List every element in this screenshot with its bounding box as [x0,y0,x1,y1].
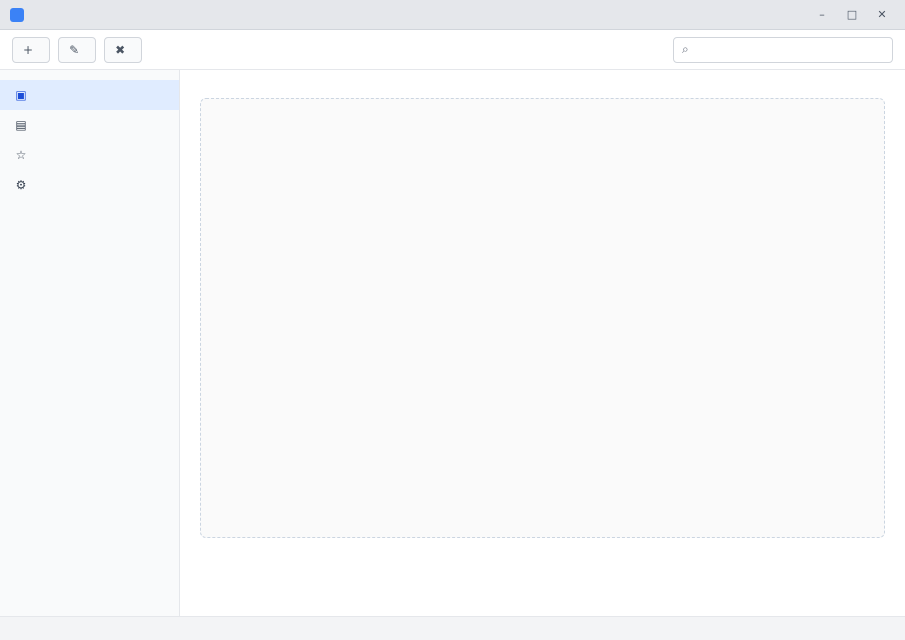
main-panel [180,70,905,616]
window-controls [809,5,895,25]
plus-icon: + [23,42,34,57]
document-icon: ▤ [15,118,27,132]
search-box[interactable] [673,37,893,63]
content-placeholder [200,98,885,538]
maximize-button[interactable] [839,5,865,25]
content-area [0,70,905,616]
minimize-button[interactable] [809,5,835,25]
toolbar-button-3[interactable] [104,37,142,63]
title-bar[interactable] [0,0,905,30]
toolbar-button-1[interactable] [12,37,50,63]
star-icon: ☆ [15,148,27,162]
sidebar [0,70,180,616]
sidebar-item-1[interactable] [0,80,179,110]
app-icon [10,8,24,22]
folder-icon: ▣ [15,88,27,102]
toolbar-button-2[interactable] [58,37,96,63]
toolbar [0,30,905,70]
search-icon: ⌕ [682,42,689,56]
sidebar-item-3[interactable] [0,140,179,170]
search-input[interactable] [695,43,884,57]
close-icon: ✕ [877,8,887,21]
maximize-icon: □ [846,8,858,21]
sidebar-item-4[interactable] [0,170,179,200]
sidebar-item-2[interactable] [0,110,179,140]
gear-icon: ⚙ [15,178,27,192]
minimize-icon: – [819,8,825,21]
trash-icon: ✖ [115,42,126,57]
close-button[interactable] [869,5,895,25]
status-bar [0,616,905,640]
pencil-icon: ✎ [69,42,80,57]
